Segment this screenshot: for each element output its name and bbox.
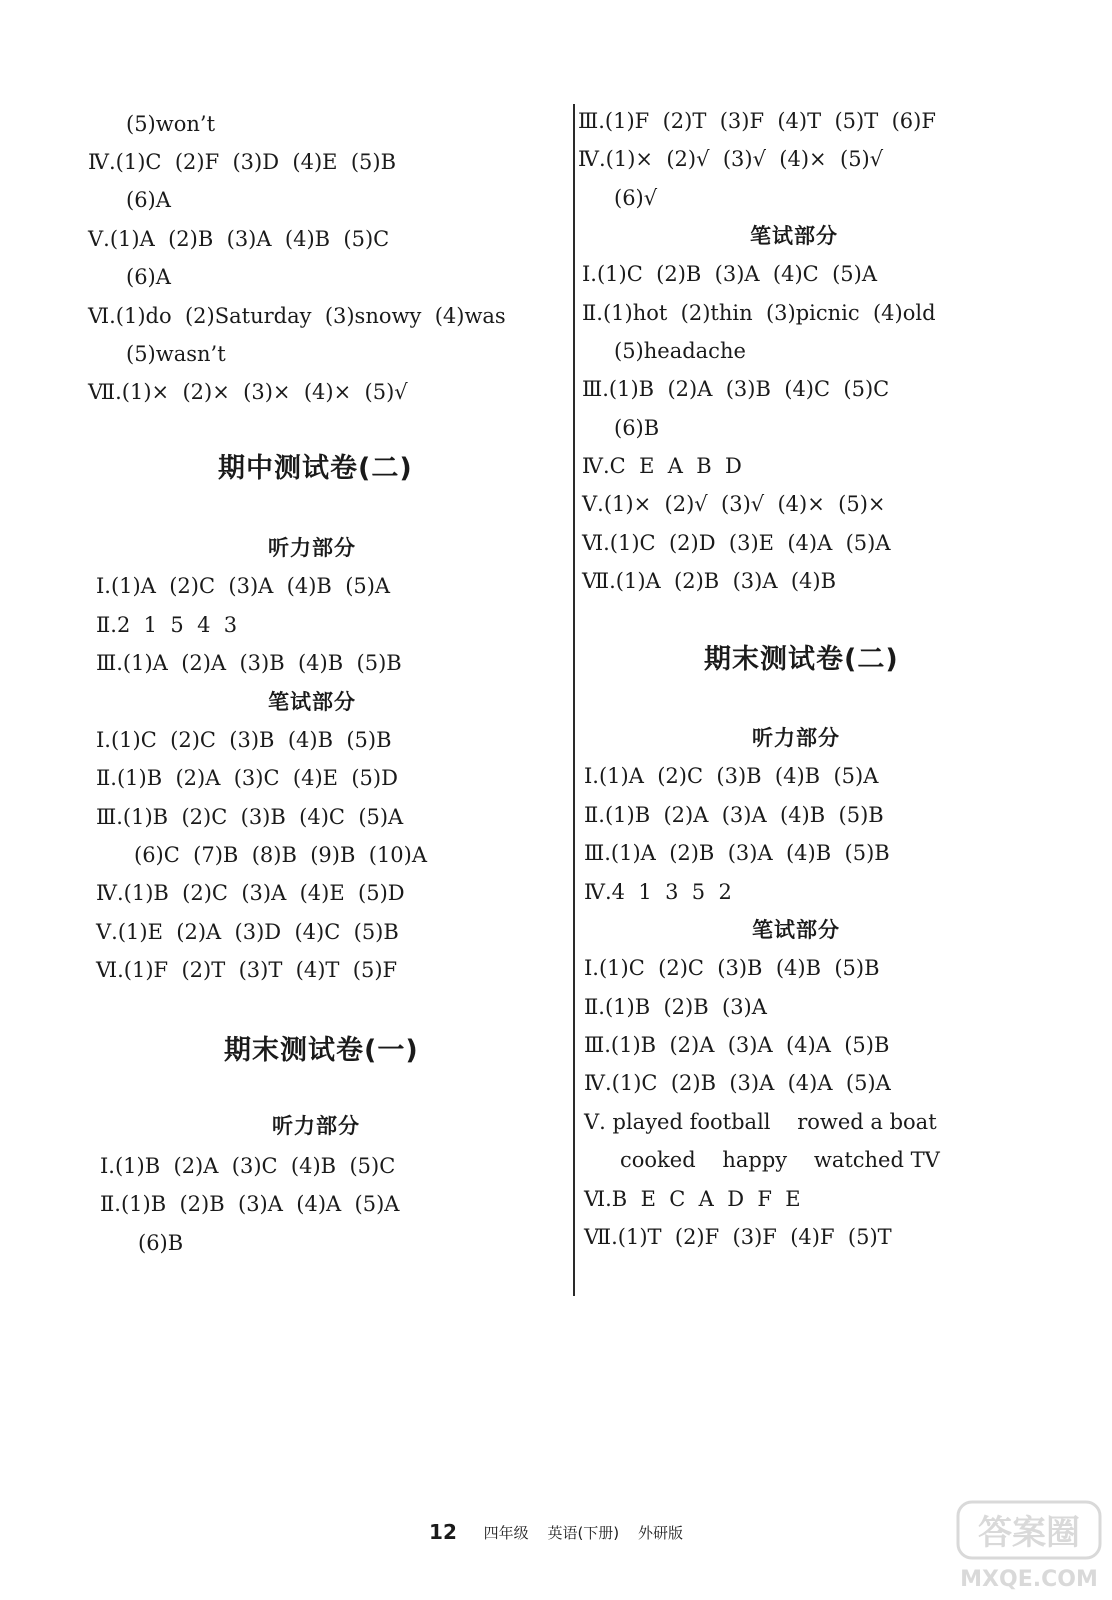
answer-line: Ⅵ.(1)do (2)Saturday (3)snowy (4)was [88, 304, 506, 328]
answer-line: (6)A [126, 188, 171, 212]
footer-edition: 外研版 [637, 1524, 683, 1542]
answer-line: Ⅳ.(1)C (2)F (3)D (4)E (5)B [88, 150, 397, 174]
answer-line: Ⅰ.(1)C (2)B (3)A (4)C (5)A [582, 262, 878, 286]
page-number: 12 [429, 1520, 457, 1544]
answer-line: Ⅲ.(1)B (2)C (3)B (4)C (5)A [96, 805, 404, 829]
answer-line: (6)B [138, 1231, 184, 1255]
answer-line: Ⅱ.(1)B (2)A (3)C (4)E (5)D [96, 766, 398, 790]
page-footer [0, 1520, 1112, 1544]
answer-line: Ⅴ.(1)× (2)√ (3)√ (4)× (5)× [582, 492, 886, 516]
svg-text:MXQE.COM: MXQE.COM [960, 1567, 1098, 1592]
answer-line: (5)wasn’t [126, 342, 226, 366]
answer-line: Ⅴ.(1)E (2)A (3)D (4)C (5)B [96, 920, 399, 944]
footer-subject: 英语(下册) [547, 1524, 620, 1542]
subheading-listening: 听力部分 [272, 1114, 360, 1138]
answer-line: Ⅶ.(1)A (2)B (3)A (4)B [582, 569, 837, 593]
answer-line: Ⅳ.(1)C (2)B (3)A (4)A (5)A [584, 1071, 891, 1095]
answer-line: Ⅶ.(1)T (2)F (3)F (4)F (5)T [584, 1225, 892, 1249]
answer-line: Ⅱ.(1)B (2)B (3)A [584, 995, 767, 1019]
answer-line: (5)won’t [126, 112, 216, 136]
column-divider [573, 104, 575, 1296]
answer-line: Ⅲ.(1)B (2)A (3)B (4)C (5)C [582, 377, 890, 401]
answer-line: Ⅲ.(1)B (2)A (3)A (4)A (5)B [584, 1033, 890, 1057]
answer-line: (6)√ [614, 186, 658, 210]
answer-line: Ⅰ.(1)A (2)C (3)B (4)B (5)A [584, 764, 879, 788]
answer-line: Ⅴ. played football rowed a boat [584, 1110, 937, 1134]
answer-line: Ⅳ.C E A B D [582, 454, 742, 478]
section-title-final-1: 期末测试卷(一) [224, 1035, 419, 1066]
answer-line: Ⅳ.(1)B (2)C (3)A (4)E (5)D [96, 881, 405, 905]
answer-line: Ⅲ.(1)A (2)B (3)A (4)B (5)B [584, 841, 890, 865]
section-title-midterm-2: 期中测试卷(二) [218, 453, 413, 484]
answer-line: Ⅴ.(1)A (2)B (3)A (4)B (5)C [88, 227, 390, 251]
subheading-listening: 听力部分 [268, 536, 356, 560]
answer-line: Ⅳ.(1)× (2)√ (3)√ (4)× (5)√ [578, 147, 884, 171]
answer-line: Ⅲ.(1)F (2)T (3)F (4)T (5)T (6)F [578, 109, 936, 133]
answer-line: Ⅵ.B E C A D F E [584, 1187, 801, 1211]
subheading-written: 笔试部分 [268, 690, 356, 714]
answer-line: Ⅵ.(1)C (2)D (3)E (4)A (5)A [582, 531, 891, 555]
answer-line: Ⅵ.(1)F (2)T (3)T (4)T (5)F [96, 958, 398, 982]
watermark-logo [954, 1498, 1104, 1594]
answer-line: Ⅱ.2 1 5 4 3 [96, 613, 238, 637]
answer-line: (5)headache [614, 339, 746, 363]
subheading-listening: 听力部分 [752, 726, 840, 750]
answer-line: Ⅱ.(1)B (2)A (3)A (4)B (5)B [584, 803, 884, 827]
answer-line: Ⅲ.(1)A (2)A (3)B (4)B (5)B [96, 651, 402, 675]
svg-text:答案圈: 答案圈 [978, 1513, 1080, 1553]
answer-line: Ⅰ.(1)C (2)C (3)B (4)B (5)B [584, 956, 880, 980]
answer-line: Ⅰ.(1)C (2)C (3)B (4)B (5)B [96, 728, 392, 752]
answer-line: Ⅱ.(1)hot (2)thin (3)picnic (4)old [582, 301, 936, 325]
answer-line: cooked happy watched TV [620, 1148, 940, 1172]
answer-line: Ⅳ.4 1 3 5 2 [584, 880, 732, 904]
answer-line: (6)A [126, 265, 171, 289]
answer-line: Ⅱ.(1)B (2)B (3)A (4)A (5)A [100, 1192, 400, 1216]
answer-line: Ⅰ.(1)A (2)C (3)A (4)B (5)A [96, 574, 391, 598]
section-title-final-2: 期末测试卷(二) [704, 644, 899, 675]
subheading-written: 笔试部分 [752, 918, 840, 942]
footer-grade: 四年级 [483, 1524, 529, 1542]
subheading-written: 笔试部分 [750, 224, 838, 248]
answer-line: Ⅰ.(1)B (2)A (3)C (4)B (5)C [100, 1154, 396, 1178]
answer-line: (6)B [614, 416, 660, 440]
answer-line: Ⅶ.(1)× (2)× (3)× (4)× (5)√ [88, 380, 408, 404]
answer-line: (6)C (7)B (8)B (9)B (10)A [134, 843, 428, 867]
